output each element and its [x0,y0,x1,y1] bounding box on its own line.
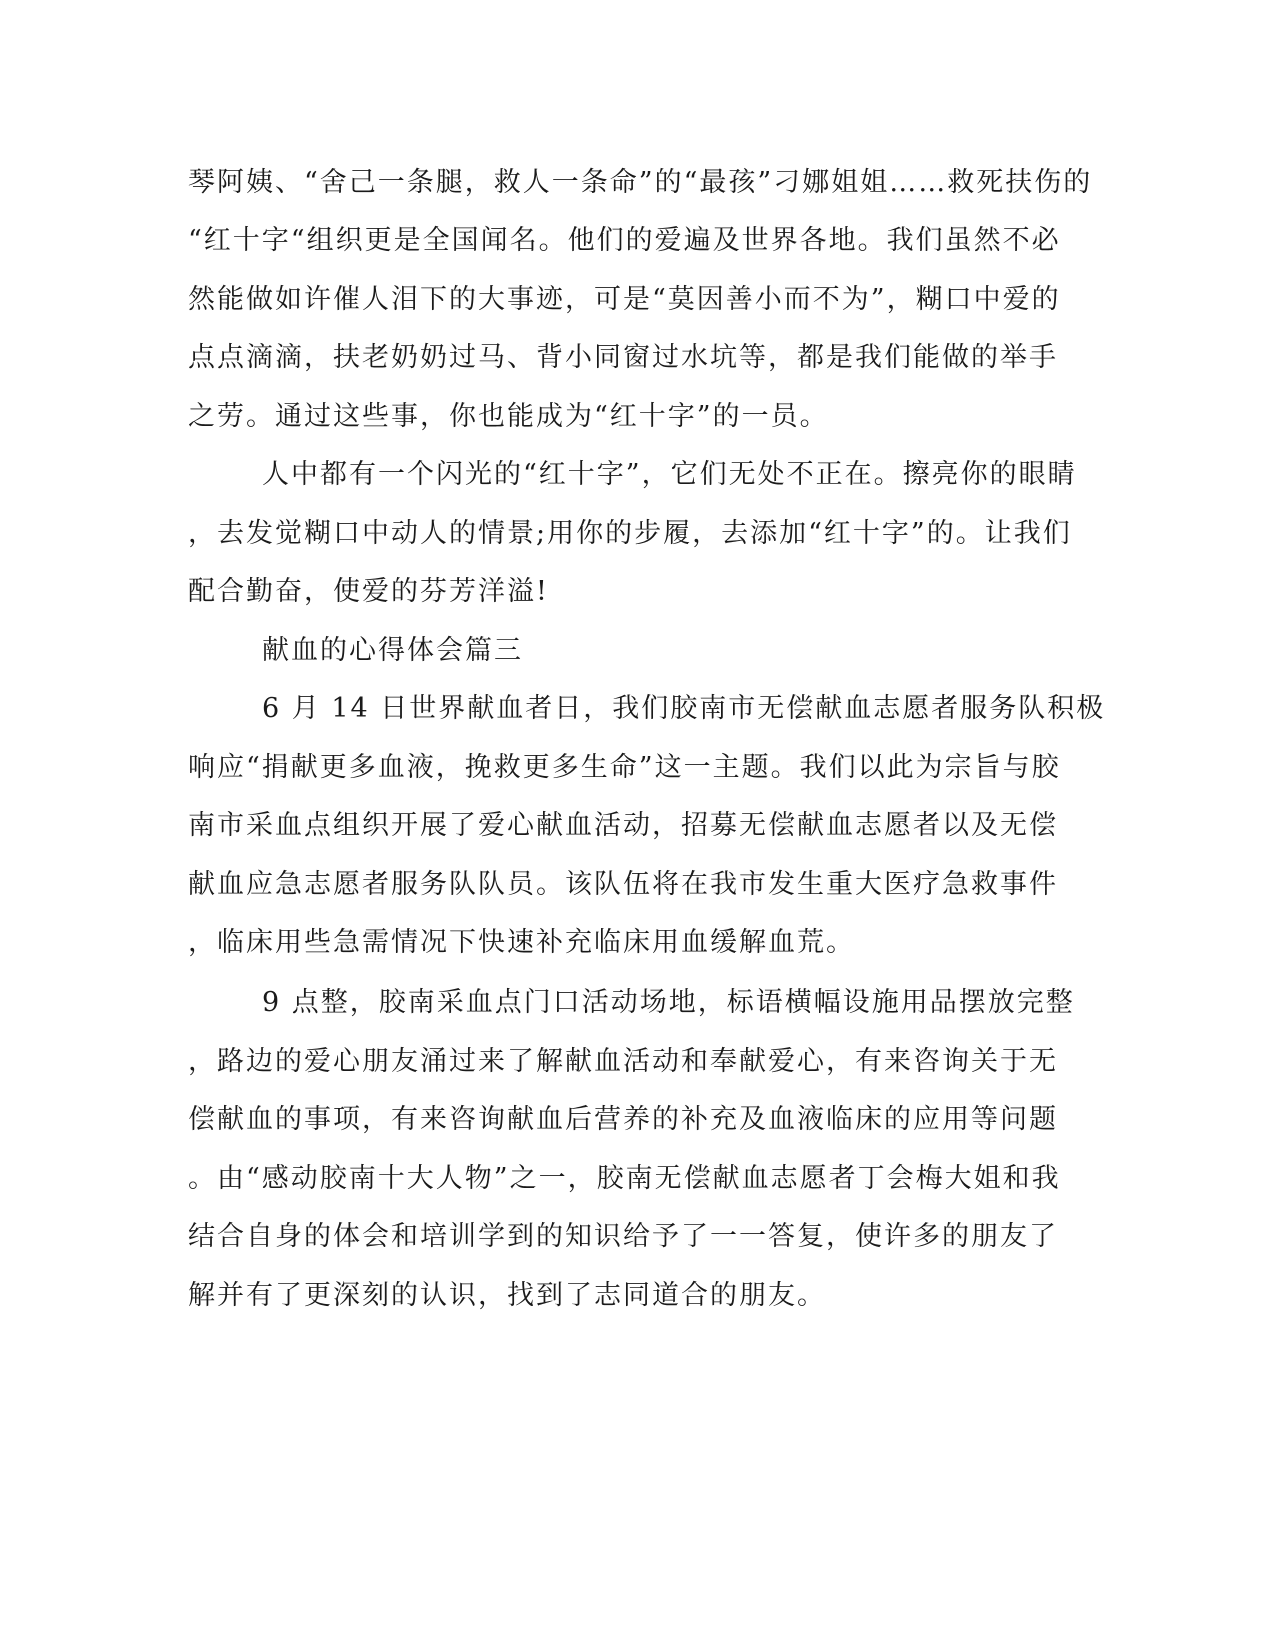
paragraph-first-line: 6 月 14 日世界献血者日，我们胶南市无偿献血志愿者服务队积极 [262,693,1106,724]
text-line: ，临床用些急需情况下快速补充临床用血缓解血荒。 [188,927,855,958]
text-line: ，路边的爱心朋友涌过来了解献血活动和奉献爱心，有来咨询关于无 [188,1046,1058,1077]
text-line: 点点滴滴，扶老奶奶过马、背小同窗过水坑等，都是我们能做的举手 [188,342,1058,373]
text-line: 献血应急志愿者服务队队员。该队伍将在我市发生重大医疗急救事件 [188,869,1058,900]
text-line: 然能做如许催人泪下的大事迹，可是“莫因善小而不为”，糊口中爱的 [188,284,1061,315]
text-line: 解并有了更深刻的认识，找到了志同道合的朋友。 [188,1280,826,1311]
text-line: 配合勤奋，使爱的芬芳洋溢! [188,576,549,607]
paragraph-first-line: 9 点整，胶南采血点门口活动场地，标语横幅设施用品摆放完整 [262,987,1075,1018]
text-line: 南市采血点组织开展了爱心献血活动，招募无偿献血志愿者以及无偿 [188,810,1058,841]
text-line: ，去发觉糊口中动人的情景;用你的步履，去添加“红十字”的。让我们 [188,518,1072,549]
text-line: 结合自身的体会和培训学到的知识给予了一一答复，使许多的朋友了 [188,1221,1058,1252]
section-heading: 献血的心得体会篇三 [262,635,523,666]
text-line: 偿献血的事项，有来咨询献血后营养的补充及血液临床的应用等问题 [188,1104,1058,1135]
text-line: 琴阿姨、“舍己一条腿，救人一条命”的“最孩”刁娜姐姐……救死扶伤的 [188,167,1093,198]
paragraph-first-line: 人中都有一个闪光的“红十字”，它们无处不正在。擦亮你的眼睛 [262,459,1077,490]
text-line: “红十字“组织更是全国闻名。他们的爱遍及世界各地。我们虽然不必 [188,225,1061,256]
text-line: 响应“捐献更多血液，挽救更多生命”这一主题。我们以此为宗旨与胶 [188,752,1061,783]
text-line: 之劳。通过这些事，你也能成为“红十字”的一员。 [188,401,829,432]
text-line: 。由“感动胶南十大人物”之一，胶南无偿献血志愿者丁会梅大姐和我 [188,1163,1061,1194]
